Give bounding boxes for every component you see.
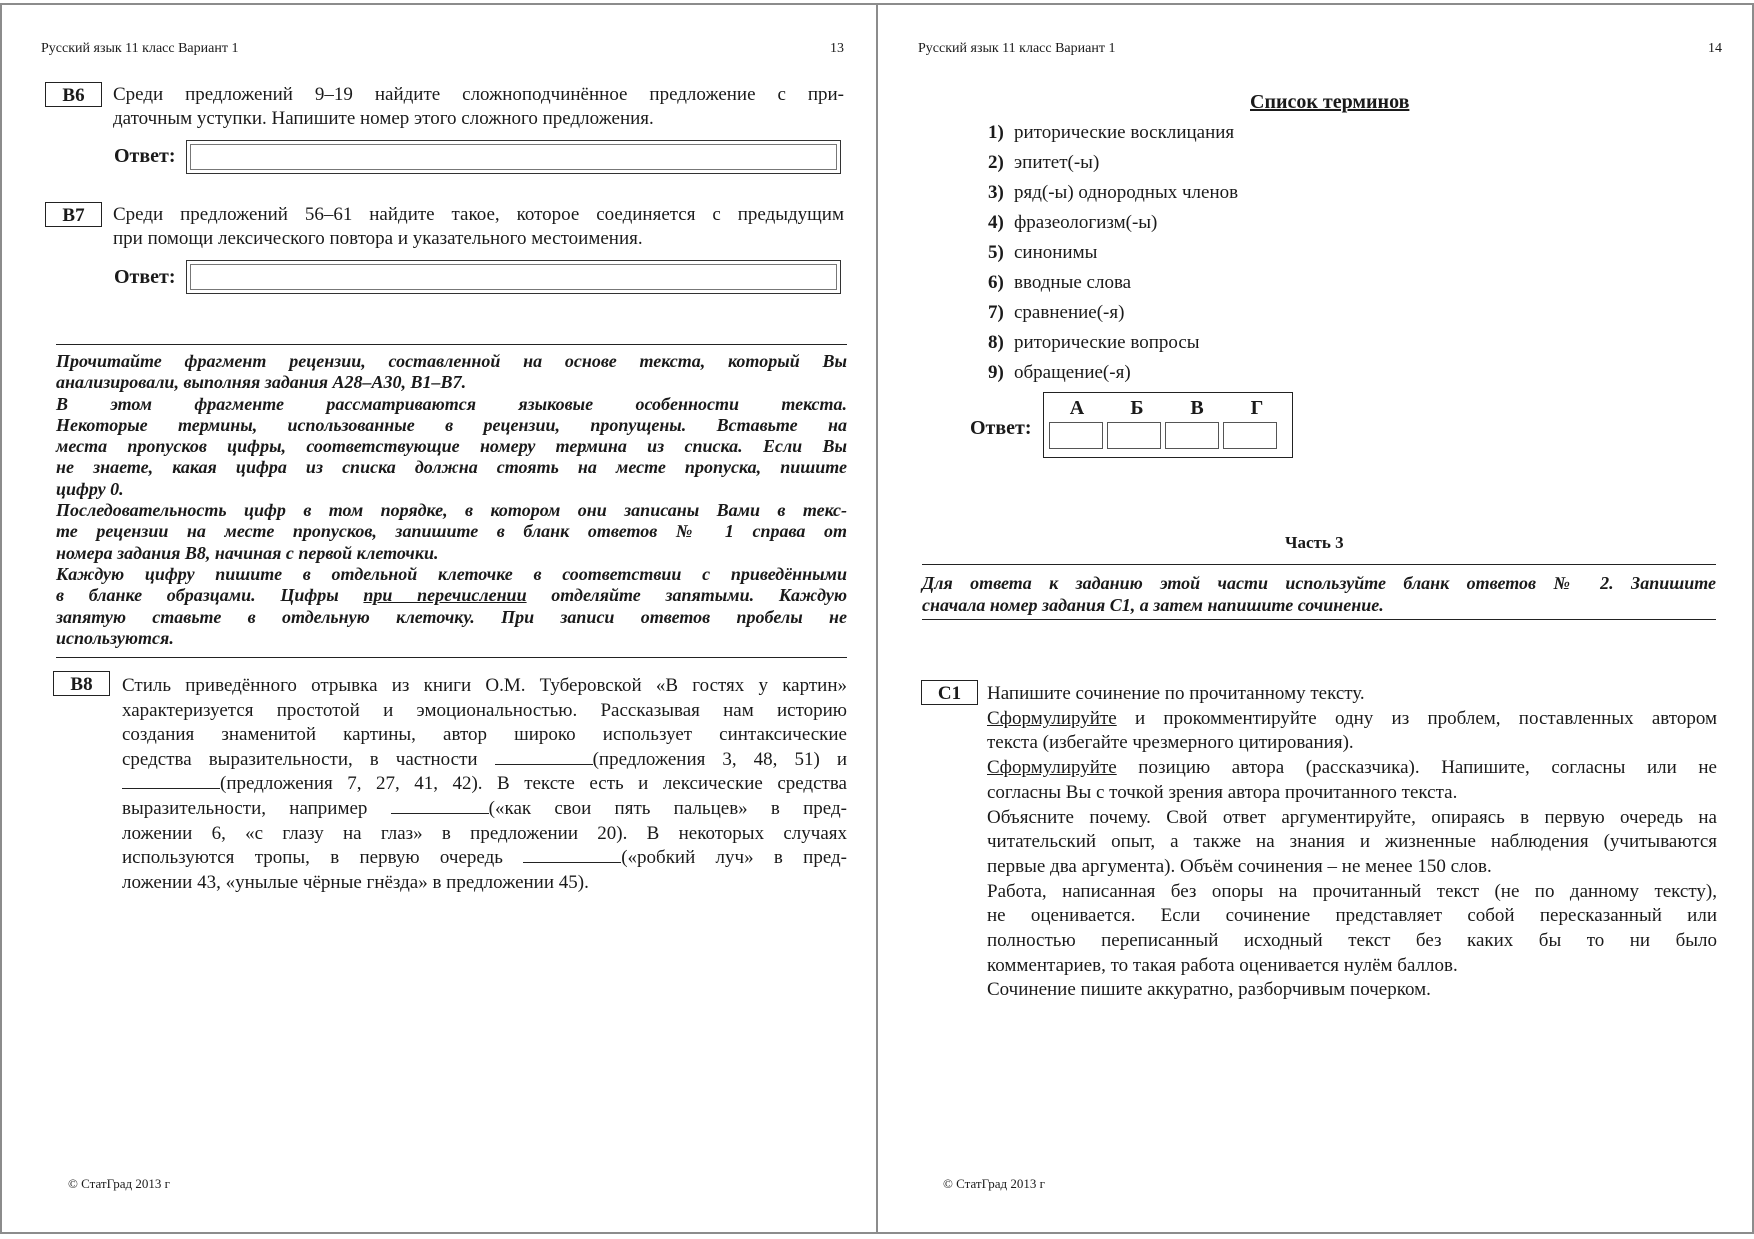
- term-text: фразеологизм(-ы): [1014, 212, 1158, 233]
- term-item: [988, 362, 1131, 384]
- answer-label-terms: Ответ:: [970, 417, 1032, 439]
- instr-line: [56, 585, 847, 606]
- instr-fragment: отделяйте запятыми. Каждую: [526, 585, 847, 606]
- term-item: [988, 242, 1097, 264]
- instr-line: Каждую цифру пишите в отдельной клеточке в соответствии с приведёнными: [56, 563, 847, 584]
- answer-field-b6[interactable]: [186, 140, 841, 174]
- c1-line: [987, 707, 1717, 732]
- task-b7-line: Среди предложений 56–61 найдите такое, которое соединяется с предыдущим: [113, 204, 844, 225]
- b8-line: ложении 6, «с глазу на глаз» в предложении 20). В некоторых случаях: [122, 822, 847, 844]
- c1-line: [987, 756, 1717, 781]
- instr-line: цифру 0.: [56, 478, 124, 499]
- answer-field-b7[interactable]: [186, 260, 841, 294]
- c1-line: Сочинение пишите аккуратно, разборчивым почерком.: [987, 979, 1431, 1001]
- grid-col-v: В: [1190, 397, 1204, 419]
- page-13: [0, 3, 878, 1234]
- b8-line: [122, 797, 847, 822]
- b8-line: [122, 846, 847, 871]
- term-number: 1): [988, 122, 1004, 143]
- term-text: обращение(-я): [1014, 362, 1131, 383]
- answer-cell-a[interactable]: [1049, 422, 1103, 449]
- b8-fragment: («робкий луч» в пред-: [621, 847, 847, 869]
- answer-grid-header: [1047, 397, 1289, 420]
- term-text: риторические восклицания: [1014, 122, 1235, 143]
- term-text: сравнение(-я): [1014, 302, 1125, 323]
- term-item: [988, 152, 1099, 174]
- grid-col-b: Б: [1130, 397, 1144, 419]
- instr-line: Последовательность цифр в том порядке, в котором они записаны Вами в текс-: [56, 500, 847, 521]
- b8-fragment: выразительности, например: [122, 797, 391, 819]
- term-number: 2): [988, 152, 1004, 173]
- grid-col-g: Г: [1250, 397, 1264, 419]
- task-b6-line: даточным уступки. Напишите номер этого сложного предложения.: [113, 108, 654, 129]
- b8-fragment: («как свои пять пальцев» в пред-: [488, 797, 847, 819]
- b8-line: создания знаменитой картины, автор широко использует синтаксические: [122, 724, 847, 746]
- b8-line: характеризуется простотой и эмоциональностью. Рассказывая нам историю: [122, 699, 847, 721]
- b8-line: [122, 748, 847, 773]
- c1-line: Напишите сочинение по прочитанному тексту.: [987, 683, 1365, 704]
- instr-line: используются.: [56, 627, 174, 648]
- c1-fragment: и прокомментируйте одну из проблем, поставленных автором: [1116, 707, 1717, 729]
- b8-fragment: (предложения 3, 48, 51) и: [592, 748, 848, 770]
- answer-label-b6: Ответ:: [114, 145, 176, 167]
- task-label-b8: B8: [53, 671, 110, 696]
- instr-line: запятую ставьте в отдельную клеточку. При записи ответов пробелы не: [56, 606, 847, 627]
- task-b7-text: [113, 203, 844, 251]
- answer-cell-g[interactable]: [1223, 422, 1277, 449]
- page-header-title: Русский язык 11 класс Вариант 1: [41, 41, 239, 56]
- term-item: [988, 302, 1124, 324]
- c1-line: читательский опыт, а также на знания и жизненные наблюдения (учитываются: [987, 831, 1717, 853]
- instr-line: Некоторые термины, использованные в рецензии, пропущены. Вставьте на: [56, 414, 847, 435]
- term-item: [988, 122, 1234, 144]
- b8-fragment: средства выразительности, в частности: [122, 748, 495, 770]
- b8-line: ложении 43, «унылые чёрные гнёзда» в предложении 45).: [122, 871, 589, 893]
- part3-line: Для ответа к заданию этой части используйте бланк ответов № 2. Запишите: [922, 573, 1716, 593]
- part3-title: Часть 3: [1285, 533, 1344, 552]
- copyright-footer: © СтатГрад 2013 г: [943, 1176, 1045, 1191]
- task-c1-text: [987, 682, 1717, 1003]
- term-number: 7): [988, 302, 1004, 323]
- c1-line: первые два аргумента). Объём сочинения – не менее 150 слов.: [987, 855, 1492, 877]
- copyright-footer: © СтатГрад 2013 г: [68, 1176, 170, 1191]
- c1-line: Объясните почему. Свой ответ аргументируйте, опираясь в первую очередь на: [987, 806, 1717, 828]
- answer-grid: [1043, 392, 1293, 458]
- task-label-b6: B6: [45, 82, 102, 107]
- term-text: вводные слова: [1014, 272, 1132, 293]
- divider: [922, 619, 1716, 620]
- part3-line: сначала номер задания С1, а затем напишите сочинение.: [922, 595, 1384, 615]
- instr-line: не знаете, какая цифра из списка должна стоять на месте пропуска, пишите: [56, 457, 847, 478]
- c1-line: полностью переписанный исходный текст без каких бы то ни было: [987, 930, 1717, 952]
- divider: [56, 344, 847, 345]
- term-item: [988, 332, 1200, 354]
- b8-line: Стиль приведённого отрывка из книги О.М. Туберовской «В гостях у картин»: [122, 675, 847, 696]
- divider: [56, 657, 847, 658]
- task-b6-line: Среди предложений 9–19 найдите сложноподчинённое предложение с при-: [113, 84, 844, 105]
- term-number: 9): [988, 362, 1004, 383]
- c1-line: текста (избегайте чрезмерного цитирования).: [987, 732, 1354, 754]
- term-number: 4): [988, 212, 1004, 233]
- grid-col-a: А: [1069, 397, 1085, 419]
- instr-line: Прочитайте фрагмент рецензии, составленной на основе текста, который Вы: [56, 351, 847, 371]
- term-number: 3): [988, 182, 1004, 203]
- c1-line: Работа, написанная без опоры на прочитанный текст (не по данному тексту),: [987, 880, 1717, 902]
- task-b6-text: [113, 83, 844, 131]
- instr-line: места пропусков цифры, соответствующие номеру термина из списка. Если Вы: [56, 436, 847, 457]
- c1-line: согласны Вы с точкой зрения автора прочитанного текста.: [987, 781, 1458, 803]
- term-number: 5): [988, 242, 1004, 263]
- task-label-c1: C1: [921, 680, 978, 705]
- instr-line: анализировали, выполняя задания А28–А30, В1–В7.: [56, 372, 467, 393]
- task-b7-line: при помощи лексического повтора и указательного местоимения.: [113, 228, 643, 249]
- instr-underlined: при перечислении: [363, 585, 527, 606]
- answer-cell-v[interactable]: [1165, 422, 1219, 449]
- review-instructions: [56, 351, 847, 649]
- term-number: 6): [988, 272, 1004, 293]
- c1-underlined: Сформулируйте: [987, 757, 1117, 779]
- blank-gap: [391, 797, 489, 814]
- term-text: риторические вопросы: [1014, 332, 1200, 353]
- terms-list-title: Список терминов: [1250, 91, 1410, 113]
- task-b8-text: [122, 674, 847, 895]
- term-item: [988, 272, 1131, 294]
- answer-label-b7: Ответ:: [114, 266, 176, 288]
- page-header-title: Русский язык 11 класс Вариант 1: [918, 41, 1116, 56]
- b8-line: [122, 772, 847, 797]
- answer-grid-cells: [1047, 422, 1289, 454]
- task-label-b7: B7: [45, 202, 102, 227]
- instr-line: те рецензии на месте пропусков, запишите в бланк ответов № 1 справа от: [56, 521, 847, 542]
- term-text: ряд(-ы) однородных членов: [1014, 182, 1239, 203]
- instr-line: номера задания В8, начиная с первой клеточки.: [56, 542, 439, 563]
- term-text: синонимы: [1014, 242, 1098, 263]
- c1-line: не оценивается. Если сочинение представляет собой пересказанный или: [987, 905, 1717, 927]
- instr-line: В этом фрагменте рассматриваются языковые особенности текста.: [56, 393, 847, 414]
- c1-underlined: Сформулируйте: [987, 707, 1117, 729]
- term-item: [988, 182, 1238, 204]
- page-number: 13: [830, 41, 844, 56]
- term-number: 8): [988, 332, 1004, 353]
- answer-cell-b[interactable]: [1107, 422, 1161, 449]
- c1-fragment: позицию автора (рассказчика). Напишите, согласны или не: [1116, 757, 1717, 779]
- b8-fragment: используются тропы, в первую очередь: [122, 847, 524, 869]
- part3-instructions: [922, 572, 1716, 616]
- divider: [922, 564, 1716, 565]
- c1-line: комментариев, то такая работа оценивается нулём баллов.: [987, 954, 1458, 976]
- term-item: [988, 212, 1157, 234]
- blank-gap: [495, 748, 593, 765]
- page-14: [876, 3, 1754, 1234]
- b8-fragment: (предложения 7, 27, 41, 42). В тексте есть и лексические средства: [220, 773, 847, 795]
- page-number: 14: [1708, 41, 1722, 56]
- instr-fragment: в бланке образцами. Цифры: [56, 585, 364, 606]
- blank-gap: [122, 772, 220, 789]
- term-text: эпитет(-ы): [1014, 152, 1100, 173]
- blank-gap: [523, 846, 621, 863]
